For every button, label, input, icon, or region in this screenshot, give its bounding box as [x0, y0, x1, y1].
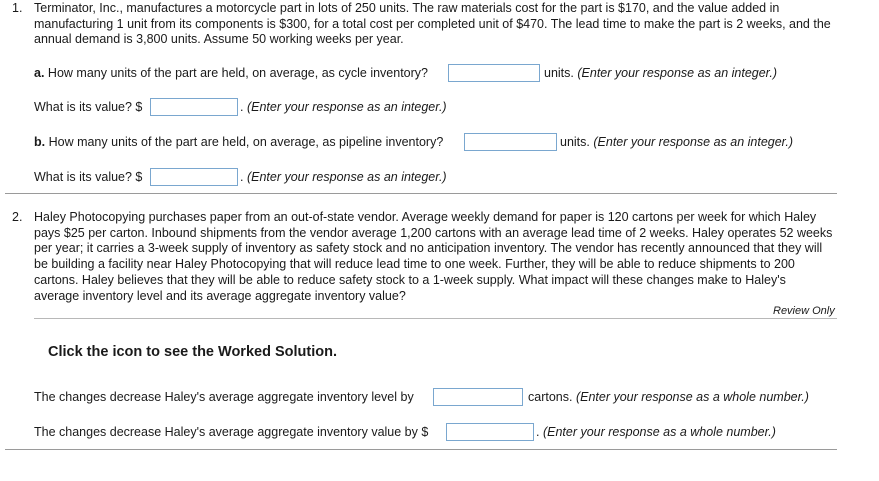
pipeline-units-hint: (Enter your response as an integer.)	[593, 135, 794, 149]
level-hint: (Enter your response as a whole number.)	[575, 390, 809, 404]
question-1-text: Terminator, Inc., manufactures a motorcycle part in lots of 250 units. The raw materials cost for the part is $170, and the value added in manufacturing 1 unit from its components is $300, for a total cost per completed unit of $470. The lead time to make the part is 2 weeks, and the annual demand is 3,800 units. Assume 50 working weeks per year.	[34, 1, 831, 47]
inventory-level-input[interactable]	[433, 388, 523, 406]
inventory-value-input[interactable]	[446, 423, 534, 441]
pipeline-value-hint-row: . (Enter your response as an integer.)	[240, 170, 447, 184]
inventory-value-label: The changes decrease Haley's average aggregate inventory value by $	[34, 425, 429, 439]
question-1b-text: How many units of the part are held, on average, as pipeline inventory?	[48, 135, 444, 149]
pipeline-inventory-units-suffix	[560, 135, 793, 149]
question-divider	[5, 193, 837, 194]
review-divider	[34, 318, 837, 319]
question-1b-label	[34, 135, 443, 149]
question-1a-text: How many units of the part are held, on average, as cycle inventory?	[47, 66, 428, 80]
cycle-value-label: What is its value? $	[34, 100, 143, 114]
value-hint: (Enter your response as a whole number.)	[542, 425, 776, 439]
question-1-number: 1.	[12, 1, 23, 15]
question-2-text: Haley Photocopying purchases paper from an out-of-state vendor. Average weekly demand for paper is 120 cartons per week for which Haley pays $25 per carton. Inbound shipments from the vendor average 1,200 cartons with an average lead time of 2 weeks. Haley operates 52 weeks per year; it carries a 3-week supply of inventory as safety stock and no anticipation inventory. The vendor has recently announced that they will be building a facility near Haley Photocopying that will reduce lead time to one week. Further, they will be able to reduce shipments to 200 cartons. Haley believes that they will be able to reduce safety stock to a 1-week supply. What impact will these changes make to Haley's average inventory level and its average aggregate inventory value?	[34, 210, 833, 303]
pipeline-value-label: What is its value? $	[34, 170, 143, 184]
cycle-value-hint-row: . (Enter your response as an integer.)	[240, 100, 447, 114]
pipeline-value-hint: (Enter your response as an integer.)	[246, 170, 447, 184]
inventory-value-hint-row: . (Enter your response as a whole number.)	[536, 425, 776, 439]
cycle-value-hint: (Enter your response as an integer.)	[246, 100, 447, 114]
inventory-level-label: The changes decrease Haley's average aggregate inventory level by	[34, 390, 414, 404]
pipeline-inventory-units-input[interactable]	[464, 133, 557, 151]
pipeline-inventory-value-input[interactable]	[150, 168, 238, 186]
question-2-number: 2.	[12, 210, 23, 224]
cycle-inventory-units-suffix	[544, 66, 777, 80]
cycle-inventory-value-input[interactable]	[150, 98, 238, 116]
cycle-inventory-units-input[interactable]	[448, 64, 540, 82]
question-1b-prefix: b.	[34, 135, 46, 149]
worked-solution-link[interactable]: Click the icon to see the Worked Solution.	[48, 344, 337, 360]
inventory-level-suffix	[528, 390, 809, 404]
cycle-units-hint: (Enter your response as an integer.)	[577, 66, 778, 80]
bottom-divider	[5, 449, 837, 450]
pipeline-units-suffix: units.	[560, 135, 590, 149]
level-suffix: cartons.	[528, 390, 573, 404]
question-1a-prefix: a.	[34, 66, 45, 80]
question-1a-label	[34, 66, 428, 80]
cycle-units-suffix: units.	[544, 66, 574, 80]
review-only-label: Review Only	[773, 305, 835, 317]
